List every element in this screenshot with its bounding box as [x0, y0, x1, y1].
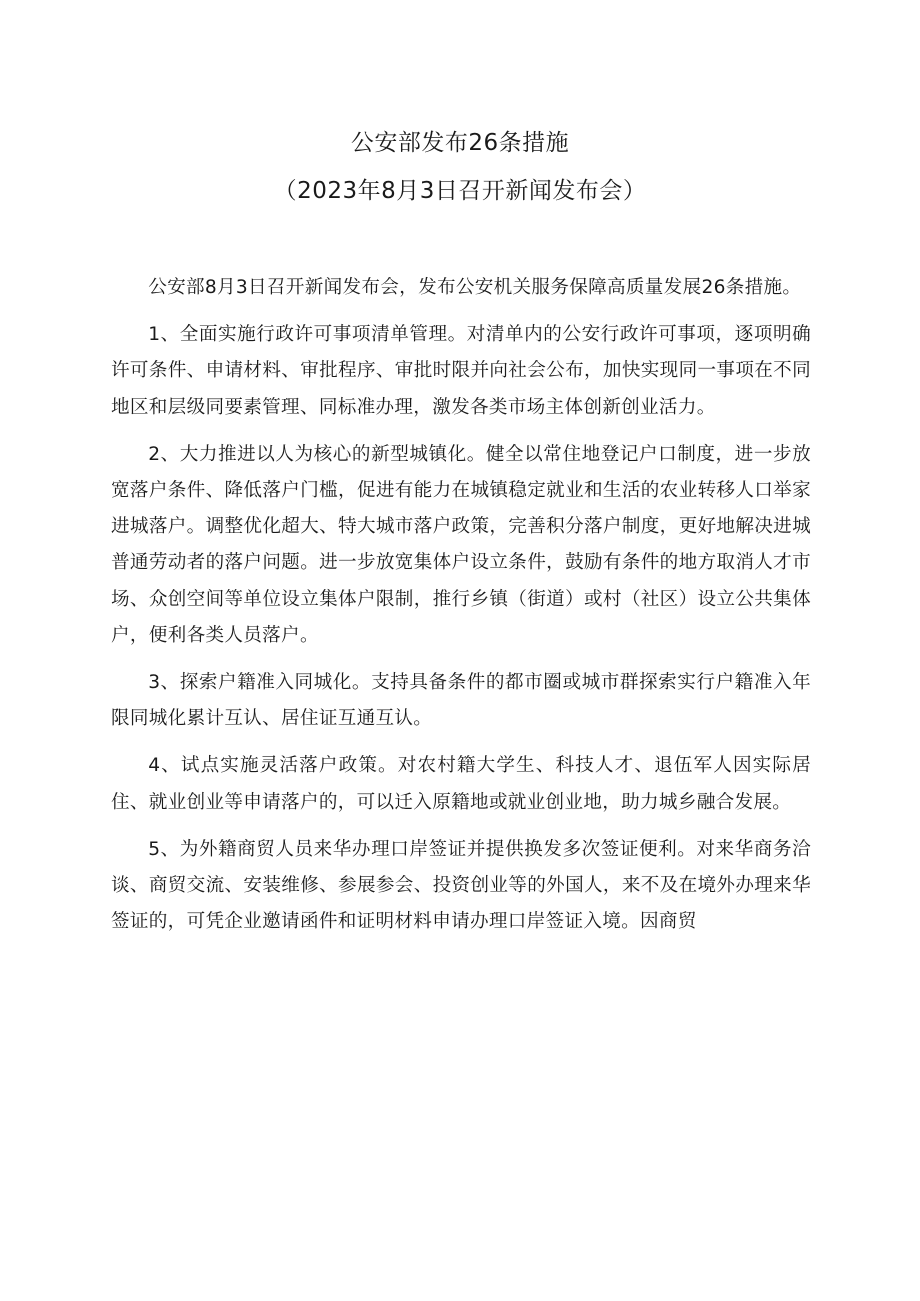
measure-5-paragraph: 5、为外籍商贸人员来华办理口岸签证并提供换发多次签证便利。对来华商务洽谈、商贸交流、安装维修、参展参会、投资创业等的外国人，来不及在境外办理来华签证的，可凭企业邀请函件和证明材料申请办理口岸签证入境。因商贸	[111, 838, 811, 933]
intro-paragraph: 公安部8月3日召开新闻发布会，发布公安机关服务保障高质量发展26条措施。	[148, 277, 802, 298]
document-title: 公安部发布26条措施	[350, 130, 570, 156]
measure-1-paragraph: 1、全面实施行政许可事项清单管理。对清单内的公安行政许可事项，逐项明确许可条件、申请材料、审批程序、审批时限并向社会公布，加快实现同一事项在不同地区和层级同要素管理、同标准办理，激发各类市场主体创新创业活力。	[111, 324, 811, 418]
measure-3-paragraph: 3、探索户籍准入同城化。支持具备条件的都市圈或城市群探索实行户籍准入年限同城化累计互认、居住证互通互认。	[111, 672, 811, 730]
measure-4-paragraph: 4、试点实施灵活落户政策。对农村籍大学生、科技人才、退伍军人因实际居住、就业创业等申请落户的，可以迁入原籍地或就业创业地，助力城乡融合发展。	[111, 755, 811, 813]
document-body	[111, 270, 811, 951]
measure-2-paragraph: 2、大力推进以人为核心的新型城镇化。健全以常住地登记户口制度，进一步放宽落户条件、降低落户门槛，促进有能力在城镇稳定就业和生活的农业转移人口举家进城落户。调整优化超大、特大城市落户政策，完善积分落户制度，更好地解决进城普通劳动者的落户问题。进一步放宽集体户设立条件，鼓励有条件的地方取消人才市场、众创空间等单位设立集体户限制，推行乡镇（街道）或村（社区）设立公共集体户，便利各类人员落户。	[111, 443, 811, 646]
document-subtitle: （2023年8月3日召开新闻发布会）	[273, 178, 647, 204]
